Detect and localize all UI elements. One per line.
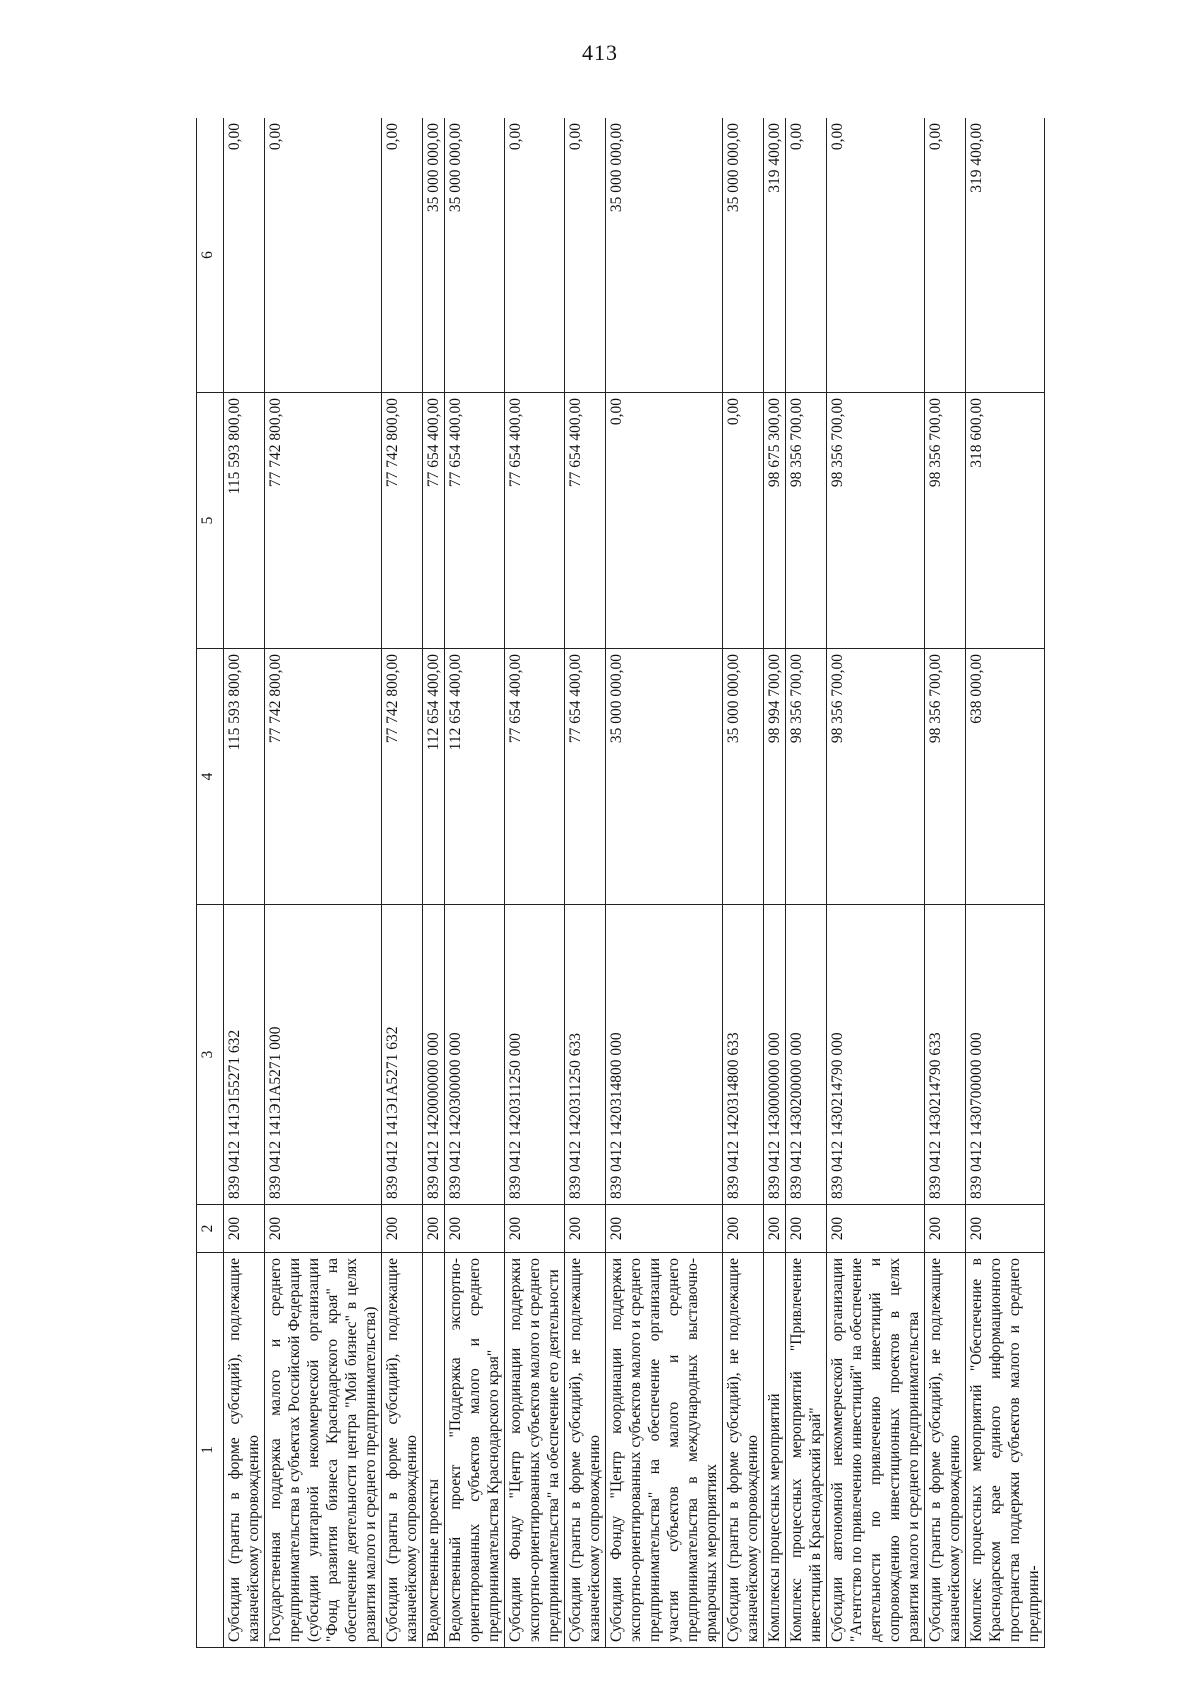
- row-value5-cell: 98 356 700,00: [786, 393, 827, 649]
- row-code2-cell: 200: [606, 1205, 723, 1253]
- row-value4-cell: 77 742 800,00: [265, 649, 382, 905]
- row-code2-cell: 200: [786, 1205, 827, 1253]
- row-value6-cell: 319 400,00: [764, 118, 786, 393]
- column-header-1: 1: [197, 1253, 224, 1648]
- row-code2-cell: 200: [565, 1205, 606, 1253]
- row-value4-cell: 77 742 800,00: [382, 649, 423, 905]
- row-value5-cell: 318 600,00: [966, 393, 1045, 649]
- column-header-3: 3: [197, 905, 224, 1205]
- row-value4-cell: 77 654 400,00: [565, 649, 606, 905]
- row-code3-cell: 839 0412 1430214790 633: [925, 905, 966, 1205]
- row-name-cell: Ведомственные проекты: [423, 1253, 445, 1648]
- row-value6-cell: 0,00: [224, 118, 265, 393]
- row-value5-cell: 77 654 400,00: [423, 393, 445, 649]
- row-value5-cell: 77 742 800,00: [265, 393, 382, 649]
- row-name-cell: Субсидии Фонду "Центр координации поддержки экспортно-ориентированных субъектов малого и среднего предпринимательства" на обеспечение его деятельности: [505, 1253, 565, 1648]
- row-code3-cell: 839 0412 1430214790 000: [827, 905, 925, 1205]
- row-code2-cell: 200: [265, 1205, 382, 1253]
- table-row: [606, 118, 723, 1648]
- table-row: [423, 118, 445, 1648]
- row-code2-cell: 200: [966, 1205, 1045, 1253]
- row-code2-cell: 200: [445, 1205, 505, 1253]
- row-value4-cell: 98 356 700,00: [827, 649, 925, 905]
- table-row: [224, 118, 265, 1648]
- row-name-cell: Государственная поддержка малого и среднего предпринимательства в субъектах Российской Федерации (субсидии унитарной некоммерческой организации "Фонд развития бизнеса Краснодарского края" на обеспечение деятельности центра "Мой бизнес" в целях развития малого и среднего предпринимательства): [265, 1253, 382, 1648]
- row-code2-cell: 200: [827, 1205, 925, 1253]
- row-value5-cell: 115 593 800,00: [224, 393, 265, 649]
- row-value6-cell: 0,00: [565, 118, 606, 393]
- row-value5-cell: 0,00: [723, 393, 764, 649]
- column-header-6: 6: [197, 118, 224, 393]
- row-name-cell: Субсидии Фонду "Центр координации поддержки экспортно-ориентированных субъектов малого и среднего предпринимательства" на обеспечение организации участия субъектов малого и среднего предпринимательства в международных выставочно-ярмарочных мероприятиях: [606, 1253, 723, 1648]
- table-row: [382, 118, 423, 1648]
- row-value5-cell: 77 654 400,00: [445, 393, 505, 649]
- table-row: [565, 118, 606, 1648]
- row-value4-cell: 35 000 000,00: [606, 649, 723, 905]
- row-value6-cell: 35 000 000,00: [423, 118, 445, 393]
- row-name-cell: Субсидии (гранты в форме субсидий), подлежащие казначейскому сопровождению: [224, 1253, 265, 1648]
- table-row: [925, 118, 966, 1648]
- row-value4-cell: 77 654 400,00: [505, 649, 565, 905]
- row-value5-cell: 77 654 400,00: [505, 393, 565, 649]
- table-row: [764, 118, 786, 1648]
- row-value5-cell: 98 356 700,00: [827, 393, 925, 649]
- row-value5-cell: 98 675 300,00: [764, 393, 786, 649]
- row-name-cell: Комплекс процессных мероприятий "Обеспечение в Краснодарском крае единого информационного пространства поддержки субъектов малого и среднего предприни-: [966, 1253, 1045, 1648]
- row-value6-cell: 0,00: [925, 118, 966, 393]
- table-row: [265, 118, 382, 1648]
- row-code2-cell: 200: [505, 1205, 565, 1253]
- row-value5-cell: 98 356 700,00: [925, 393, 966, 649]
- row-name-cell: Субсидии автономной некоммерческой организации "Агентство по привлечению инвестиций" на обеспечение деятельности по привлечению инвестиций и сопровождению инвестиционных проектов в целях развития малого и среднего предпринимательства: [827, 1253, 925, 1648]
- row-value6-cell: 0,00: [827, 118, 925, 393]
- row-code3-cell: 839 0412 1430200000 000: [786, 905, 827, 1205]
- table-row: [723, 118, 764, 1648]
- row-code2-cell: 200: [423, 1205, 445, 1253]
- page-number: 413: [582, 40, 618, 65]
- table-row: [786, 118, 827, 1648]
- row-code3-cell: 839 0412 1420311250 633: [565, 905, 606, 1205]
- row-value6-cell: 0,00: [505, 118, 565, 393]
- row-name-cell: Субсидии (гранты в форме субсидий), не подлежащие казначейскому сопровождению: [723, 1253, 764, 1648]
- row-value4-cell: 112 654 400,00: [423, 649, 445, 905]
- table-row: [966, 118, 1045, 1648]
- row-value5-cell: 77 654 400,00: [565, 393, 606, 649]
- column-header-2: 2: [197, 1205, 224, 1253]
- row-code2-cell: 200: [723, 1205, 764, 1253]
- row-code3-cell: 839 0412 141Э155271 632: [224, 905, 265, 1205]
- row-name-cell: Комплекс процессных мероприятий "Привлечение инвестиций в Краснодарский край": [786, 1253, 827, 1648]
- row-code3-cell: 839 0412 1420000000 000: [423, 905, 445, 1205]
- table-row: [505, 118, 565, 1648]
- row-value4-cell: 112 654 400,00: [445, 649, 505, 905]
- row-value6-cell: 35 000 000,00: [606, 118, 723, 393]
- row-code3-cell: 839 0412 141Э1А5271 632: [382, 905, 423, 1205]
- row-name-cell: Субсидии (гранты в форме субсидий), подлежащие казначейскому сопровождению: [382, 1253, 423, 1648]
- row-code2-cell: 200: [925, 1205, 966, 1253]
- row-name-cell: Субсидии (гранты в форме субсидий), не подлежащие казначейскому сопровождению: [925, 1253, 966, 1648]
- row-value6-cell: 0,00: [265, 118, 382, 393]
- table-row: [827, 118, 925, 1648]
- row-code3-cell: 839 0412 141Э1А5271 000: [265, 905, 382, 1205]
- row-code3-cell: 839 0412 1430700000 000: [966, 905, 1045, 1205]
- row-code2-cell: 200: [764, 1205, 786, 1253]
- row-value6-cell: 319 400,00: [966, 118, 1045, 393]
- row-value4-cell: 98 356 700,00: [925, 649, 966, 905]
- column-header-4: 4: [197, 649, 224, 905]
- row-code3-cell: 839 0412 1420314800 633: [723, 905, 764, 1205]
- row-code2-cell: 200: [382, 1205, 423, 1253]
- row-value6-cell: 0,00: [382, 118, 423, 393]
- row-value6-cell: 35 000 000,00: [723, 118, 764, 393]
- row-value4-cell: 35 000 000,00: [723, 649, 764, 905]
- row-value6-cell: 0,00: [786, 118, 827, 393]
- rotated-table-frame: [196, 118, 1121, 1648]
- table-container: [196, 118, 1121, 1648]
- row-value6-cell: 35 000 000,00: [445, 118, 505, 393]
- row-code3-cell: 839 0412 1420311250 000: [505, 905, 565, 1205]
- row-value4-cell: 98 356 700,00: [786, 649, 827, 905]
- row-code3-cell: 839 0412 1430000000 000: [764, 905, 786, 1205]
- row-code3-cell: 839 0412 1420300000 000: [445, 905, 505, 1205]
- row-name-cell: Ведомственный проект "Поддержка экспортно-ориентированных субъектов малого и среднего предпринимательства Краснодарского края": [445, 1253, 505, 1648]
- column-header-5: 5: [197, 393, 224, 649]
- row-value5-cell: 0,00: [606, 393, 723, 649]
- table-row: [445, 118, 505, 1648]
- row-value4-cell: 638 000,00: [966, 649, 1045, 905]
- row-value4-cell: 115 593 800,00: [224, 649, 265, 905]
- row-name-cell: Субсидии (гранты в форме субсидий), не подлежащие казначейскому сопровождению: [565, 1253, 606, 1648]
- row-code2-cell: 200: [224, 1205, 265, 1253]
- row-name-cell: Комплексы процессных мероприятий: [764, 1253, 786, 1648]
- table-header-row: [197, 118, 224, 1648]
- budget-table: [196, 118, 1045, 1648]
- row-value4-cell: 98 994 700,00: [764, 649, 786, 905]
- row-code3-cell: 839 0412 1420314800 000: [606, 905, 723, 1205]
- row-value5-cell: 77 742 800,00: [382, 393, 423, 649]
